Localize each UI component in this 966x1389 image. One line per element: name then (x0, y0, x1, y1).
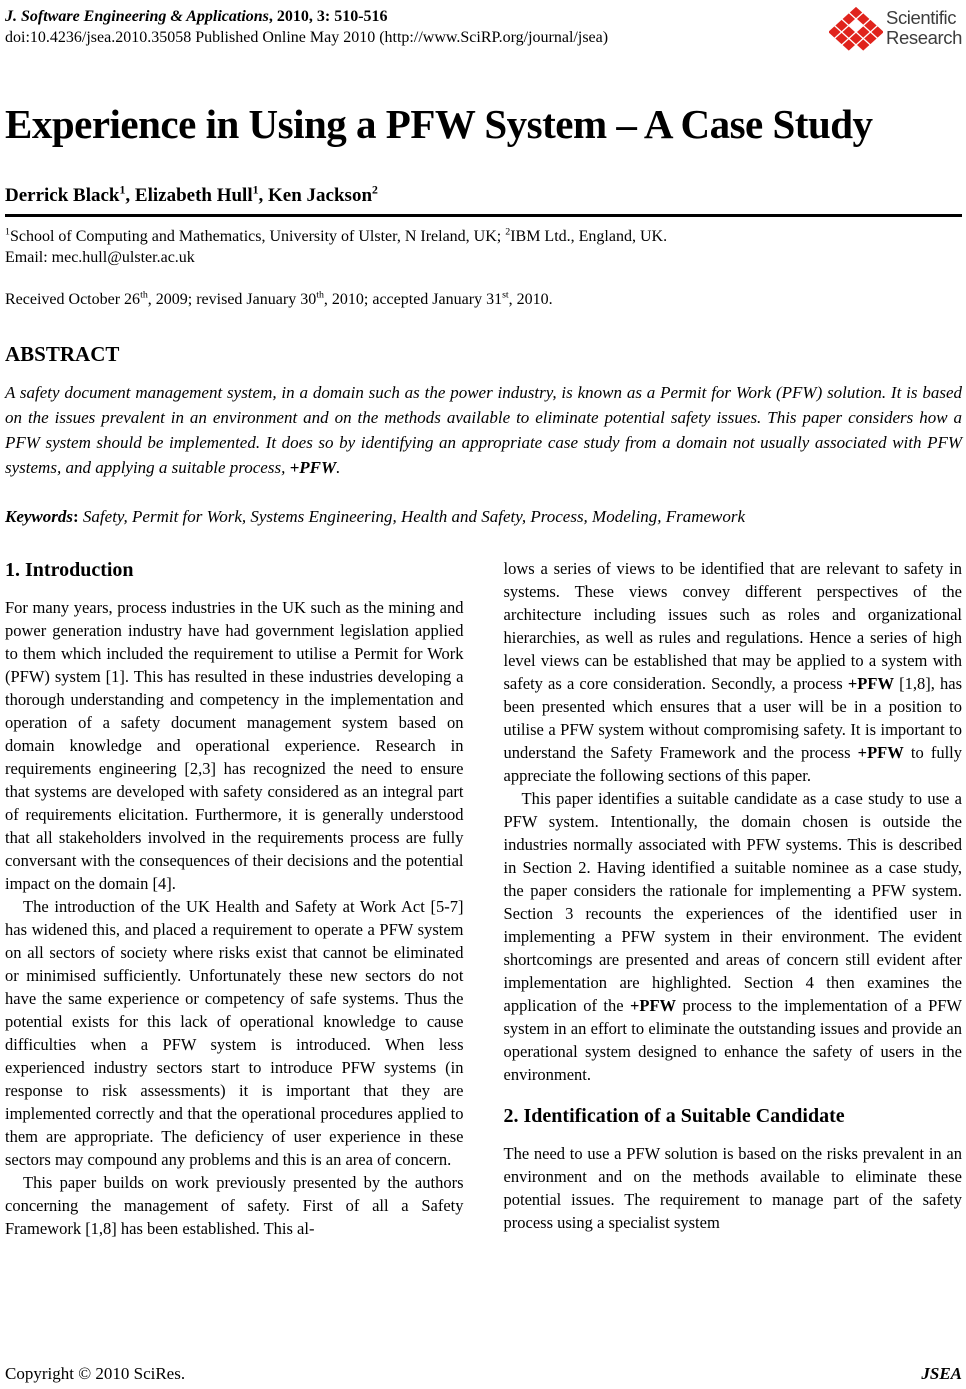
authors-line: Derrick Black$^1$, Elizabeth Hull$^1$, Ken Jackson$^2$ (5, 183, 378, 207)
paragraph: This paper builds on work previously presented by the authors concerning the management of safety. First of all a Safety Framework [1,8] has been established. This al- (5, 1173, 464, 1239)
column-right (504, 557, 963, 1240)
paragraph: This paper identifies a suitable candidate as a case study to use a PFW system. Intentionally, the domain chosen is outside the industries normally associated with PFW systems. This is described in Section 2. Having identified a suitable nominee as a case study, the paper considers the rationale for implementing a PFW system. Section 3 recounts the experiences of the identified user in implementing a PFW system in their environment. The evident shortcomings are presented and areas of concern still evident after implementation are highlighted. Section 4 then examines the application of the +PFW process to the implementation of a PFW system in an effort to eliminate the outstanding issues and provide an operational system designed to enhance the safety of users in the environment. (503, 789, 962, 1085)
journal-line: J. Software Engineering & Applications, 2010, 3: 510-516 (5, 8, 388, 25)
section-heading-introduction: 1. Introduction (5, 559, 134, 582)
paragraph: The need to use a PFW solution is based on the risks prevalent in an environment and on the methods available to eliminate these potential issues. The requirement to manage part of the safety process using a specialist system (503, 1144, 962, 1233)
footer-journal-abbr: JSEA (921, 1364, 962, 1383)
logo-text-line1: Scientific (886, 7, 957, 28)
affiliation-line: $^1$School of Computing and Mathematics, University of Ulster, N Ireland, UK; $^2$IBM Ltd., England, UK. (5, 226, 668, 246)
header-left (5, 6, 608, 48)
received-line: Received October 26th, 2009; revised January 30th, 2010; accepted January 31st, 2010. (5, 289, 553, 309)
section-heading-identification: 2. Identification of a Suitable Candidate (503, 1105, 845, 1128)
page-header (5, 6, 962, 57)
logo-diamonds-icon (829, 7, 883, 57)
doi-line: doi:10.4236/jsea.2010.35058 Published Online May 2010 (http://www.SciRP.org/journal/jsea) (5, 29, 609, 46)
paragraph: The introduction of the UK Health and Safety at Work Act [5-7] has widened this, and placed a requirement to operate a PFW system on all sectors of society where risks exist that cannot be eliminated or minimised sufficiently. Unfortunately these new sectors do not have the same experience or competency of safe systems. Thus the potential exists for this lack of operational knowledge to cause difficulties when a PFW system is introduced. When less experienced industry sectors start to introduce PFW systems (in response to risk assessments) it is important that they are implemented correctly and that the operational procedures applied to them are appropriate. The deficiency of user experience in these sectors may compound any problems and this is an area of concern. (5, 897, 464, 1170)
page-footer (5, 1364, 962, 1384)
two-column-body (5, 557, 962, 1240)
logo-text-line2: Research (886, 27, 962, 48)
keywords-line: Keywords: Safety, Permit for Work, Systems Engineering, Health and Safety, Process, Modeling, Framework (5, 507, 746, 527)
logo-text (886, 8, 962, 48)
author-divider-rule (5, 214, 962, 217)
paragraph: lows a series of views to be identified that are relevant to safety in systems. These views convey different perspectives of the architecture including issues such as roles and organizational hierarchies, as well as rules and regulations. Hence a series of high level views can be established that may be applied to a system with safety as a core consideration. Secondly, a process +PFW [1,8], has been presented which ensures that a user will be in a position to utilise a PFW system without compromising safety. It is important to understand the Safety Framework and the process +PFW to fully appreciate the following sections of this paper. (503, 559, 962, 786)
paragraph: For many years, process industries in the UK such as the mining and power generation industry have had government legislation applied to them which included the requirement to utilise a Permit for Work (PFW) system [1]. This has resulted in these industries developing a thorough understanding and competency in the implementation and operation of a safety document management system based on domain knowledge and operational experience. Research in requirements engineering [2,3] has recognized the need to ensure that systems are developed with safety considered as an integral part of requirements elicitation. Furthermore, it is generally understood that all stakeholders involved in the requirements process are fully conversant with the consequences of their decisions and the potential impact on the domain [4]. (5, 598, 464, 894)
email-line: Email: mec.hull@ulster.ac.uk (5, 249, 195, 267)
footer-copyright: Copyright © 2010 SciRes. (5, 1364, 186, 1383)
abstract-heading: ABSTRACT (5, 342, 120, 367)
column-left (5, 557, 464, 1240)
page-title: Experience in Using a PFW System – A Case Study (5, 101, 873, 147)
scientific-research-logo (829, 7, 962, 57)
abstract-text: A safety document management system, in a domain such as the power industry, is known as a Permit for Work (PFW) solution. It is based on the issues prevalent in an environment and on the methods available to eliminate potential safety issues. This paper considers how a PFW system should be implemented. It does so by identifying an appropriate case study from a domain not usually associated with PFW systems, and applying a suitable process, +PFW. (5, 383, 962, 478)
